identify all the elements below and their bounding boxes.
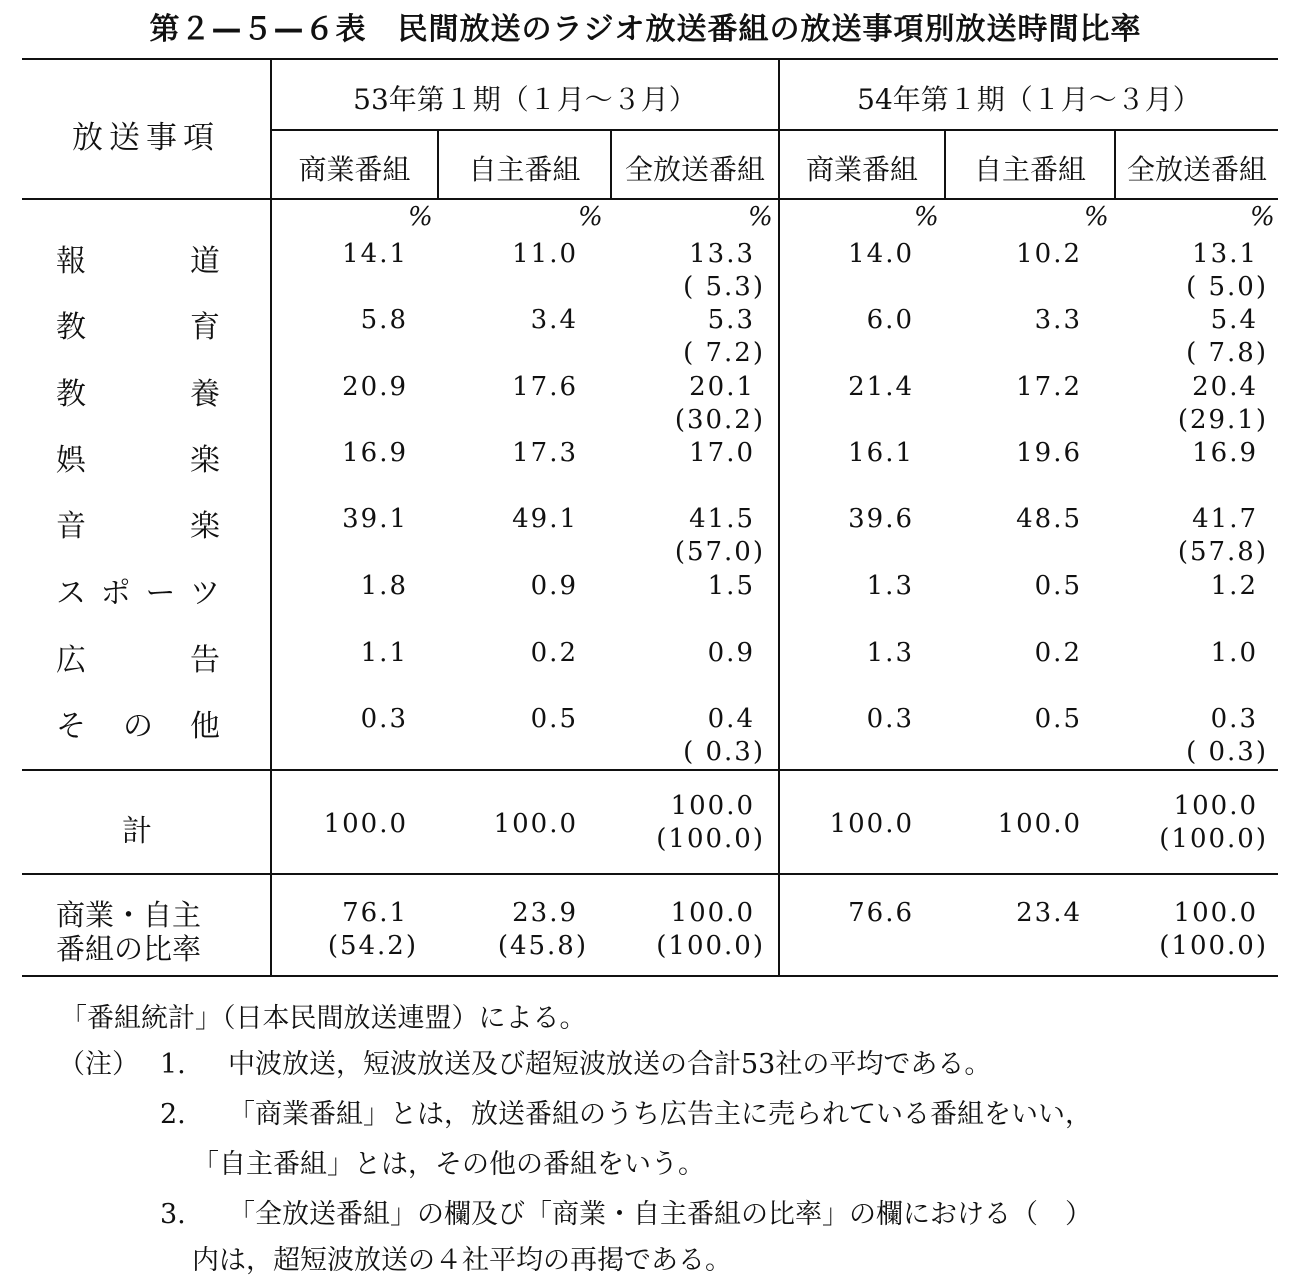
row-label-char: 育 xyxy=(190,310,220,345)
table-cell-value: 0.2 xyxy=(1034,638,1082,668)
table-cell-value: 41.5 xyxy=(689,504,755,534)
table-cell-value: 0.5 xyxy=(530,704,578,734)
note-2-text-b: 「自主番組」とは，その他の番組をいう。 xyxy=(192,1149,705,1180)
table-cell-value: 5.3 xyxy=(707,305,755,335)
table-cell-value: 100.0 xyxy=(670,898,755,928)
table-cell-value: 3.3 xyxy=(1034,305,1082,335)
table-cell-value: 49.1 xyxy=(512,504,578,534)
table-cell-subvalue: (57.0) xyxy=(674,537,765,567)
note-3-number: 3. xyxy=(160,1199,186,1230)
row-label xyxy=(56,435,220,479)
table-cell-subvalue: (54.2) xyxy=(327,931,418,961)
rule-top xyxy=(22,58,1278,60)
header-commercial-54: 商業番組 xyxy=(805,153,918,186)
table-cell-value: 16.1 xyxy=(848,438,914,468)
table-cell-value: 17.0 xyxy=(689,438,755,468)
row-label-char: 広 xyxy=(56,643,86,678)
table-cell-subvalue: ( 0.3) xyxy=(1186,737,1268,767)
row-label-char: 楽 xyxy=(190,509,220,544)
table-cell-value: 13.1 xyxy=(1192,239,1258,269)
table-cell-value: 1.0 xyxy=(1210,638,1258,668)
table-cell-value: 0.3 xyxy=(360,704,408,734)
row-label xyxy=(56,568,220,612)
header-period-53: 53年第１期（１月～３月） xyxy=(353,83,697,116)
table-cell-value: 0.5 xyxy=(1034,571,1082,601)
table-cell-value: 1.1 xyxy=(360,638,408,668)
rule-body-bottom xyxy=(22,769,1278,771)
table-cell-subvalue: (30.2) xyxy=(674,405,765,435)
table-cell-value: 3.4 xyxy=(530,305,578,335)
total-subvalue: (100.0) xyxy=(656,824,765,854)
header-own-54: 自主番組 xyxy=(973,153,1086,186)
note-label: （注） xyxy=(58,1049,139,1080)
header-own-53: 自主番組 xyxy=(468,153,581,186)
table-cell-value: 39.6 xyxy=(848,504,914,534)
row-label xyxy=(56,635,220,679)
ratio-label-line1: 商業・自主 xyxy=(56,898,202,932)
table-cell-subvalue: ( 7.2) xyxy=(683,338,765,368)
table-cell-value: 14.1 xyxy=(342,239,408,269)
table-cell-value: 19.6 xyxy=(1016,438,1082,468)
table-cell-value: 23.4 xyxy=(1016,898,1082,928)
table-cell-value: 20.1 xyxy=(689,372,755,402)
table-cell-value: 13.3 xyxy=(689,239,755,269)
table-cell-value: 20.9 xyxy=(342,372,408,402)
row-label xyxy=(56,501,220,545)
table-cell-value: 0.4 xyxy=(707,704,755,734)
row-label-char: 告 xyxy=(190,643,220,678)
table-cell-subvalue: ( 5.0) xyxy=(1186,272,1268,302)
header-all-54: 全放送番組 xyxy=(1126,153,1267,186)
table-cell-value: 76.6 xyxy=(848,898,914,928)
row-label-char: 楽 xyxy=(190,443,220,478)
source-note: 「番組統計」（日本民間放送連盟）による。 xyxy=(60,1003,587,1034)
table-cell-value: 1.5 xyxy=(707,571,755,601)
table-cell-value: 0.3 xyxy=(866,704,914,734)
total-value: 100.0 xyxy=(829,809,914,839)
note-2-text-a: 「商業番組」とは，放送番組のうち広告主に売られている番組をいい， xyxy=(228,1099,1092,1130)
unit-percent: % xyxy=(748,202,773,232)
table-cell-value: 16.9 xyxy=(342,438,408,468)
row-label-char: 報 xyxy=(56,244,86,279)
table-cell-value: 10.2 xyxy=(1016,239,1082,269)
table-cell-value: 0.9 xyxy=(707,638,755,668)
table-cell-subvalue: (29.1) xyxy=(1177,405,1268,435)
table-title: 第２—５—６表 民間放送のラジオ放送番組の放送事項別放送時間比率 xyxy=(149,12,1142,47)
table-cell-value: 14.0 xyxy=(848,239,914,269)
rule-header-bottom xyxy=(22,198,1278,200)
row-label-char: 道 xyxy=(190,244,220,279)
unit-percent: % xyxy=(408,202,433,232)
row-label xyxy=(56,701,220,745)
row-label-char: 音 xyxy=(56,509,86,544)
rule-total-bottom xyxy=(22,873,1278,875)
rule-header-sub xyxy=(270,129,1278,131)
table-cell-value: 6.0 xyxy=(866,305,914,335)
table-cell-value: 5.4 xyxy=(1210,305,1258,335)
total-subvalue: (100.0) xyxy=(1159,824,1268,854)
table-cell-value: 0.3 xyxy=(1210,704,1258,734)
note-2-number: 2. xyxy=(160,1099,186,1130)
note-3-text-b: 内は，超短波放送の４社平均の再掲である。 xyxy=(192,1245,732,1276)
table-cell-value: 20.4 xyxy=(1192,372,1258,402)
table-cell-value: 21.4 xyxy=(848,372,914,402)
row-label-char: ス xyxy=(56,576,86,611)
row-label-char: の xyxy=(123,709,153,744)
total-label: 計 xyxy=(122,814,152,849)
table-cell-value: 23.9 xyxy=(512,898,578,928)
row-label-char: ー xyxy=(145,576,176,611)
table-cell-value: 100.0 xyxy=(1173,898,1258,928)
table-cell-value: 39.1 xyxy=(342,504,408,534)
table-cell-value: 0.9 xyxy=(530,571,578,601)
table-cell-value: 0.2 xyxy=(530,638,578,668)
header-period-54: 54年第１期（１月～３月） xyxy=(857,83,1201,116)
row-label xyxy=(56,236,220,280)
table-cell-value: 17.2 xyxy=(1016,372,1082,402)
table-cell-value: 17.6 xyxy=(512,372,578,402)
table-cell-subvalue: ( 5.3) xyxy=(683,272,765,302)
table-cell-value: 41.7 xyxy=(1192,504,1258,534)
total-value: 100.0 xyxy=(670,791,755,821)
total-value: 100.0 xyxy=(323,809,408,839)
total-value: 100.0 xyxy=(997,809,1082,839)
table-cell-value: 1.3 xyxy=(866,638,914,668)
unit-percent: % xyxy=(578,202,603,232)
table-cell-value: 48.5 xyxy=(1016,504,1082,534)
row-label-char: 教 xyxy=(56,310,86,345)
table-cell-value: 1.3 xyxy=(866,571,914,601)
table-cell-subvalue: (57.8) xyxy=(1177,537,1268,567)
table-cell-subvalue: (100.0) xyxy=(1159,931,1268,961)
row-label-char: 教 xyxy=(56,377,86,412)
unit-percent: % xyxy=(1084,202,1109,232)
table-cell-value: 1.2 xyxy=(1210,571,1258,601)
row-label-char: 養 xyxy=(190,377,220,412)
table-cell-subvalue: ( 7.8) xyxy=(1186,338,1268,368)
row-label-char: ポ xyxy=(100,576,131,611)
header-all-53: 全放送番組 xyxy=(624,153,765,186)
row-label xyxy=(56,302,220,346)
table-cell-value: 5.8 xyxy=(360,305,408,335)
table-cell-value: 11.0 xyxy=(512,239,578,269)
table-cell-value: 16.9 xyxy=(1192,438,1258,468)
row-label xyxy=(56,369,220,413)
row-label-char: 他 xyxy=(190,709,220,744)
row-label-char: 娯 xyxy=(56,443,86,478)
unit-percent: % xyxy=(914,202,939,232)
table-cell-value: 76.1 xyxy=(342,898,408,928)
table-cell-subvalue: (100.0) xyxy=(656,931,765,961)
total-value: 100.0 xyxy=(493,809,578,839)
ratio-label-line2: 番組の比率 xyxy=(56,932,202,966)
table-cell-value: 17.3 xyxy=(512,438,578,468)
table-cell-value: 1.8 xyxy=(360,571,408,601)
row-label-char: そ xyxy=(56,709,86,744)
table-cell-value: 0.5 xyxy=(1034,704,1082,734)
total-value: 100.0 xyxy=(1173,791,1258,821)
table-cell-subvalue: ( 0.3) xyxy=(683,737,765,767)
note-1-number: 1. xyxy=(160,1049,186,1080)
table-cell-subvalue: (45.8) xyxy=(497,931,588,961)
note-1-text: 中波放送，短波放送及び超短波放送の合計53社の平均である。 xyxy=(228,1049,992,1080)
rule-table-bottom xyxy=(22,975,1278,977)
header-row-label: 放送事項 xyxy=(72,120,220,156)
header-commercial-53: 商業番組 xyxy=(298,153,411,186)
note-3-text-a: 「全放送番組」の欄及び「商業・自主番組の比率」の欄における（ ） xyxy=(228,1199,1092,1230)
row-label-char: ツ xyxy=(189,576,220,611)
unit-percent: % xyxy=(1250,202,1275,232)
